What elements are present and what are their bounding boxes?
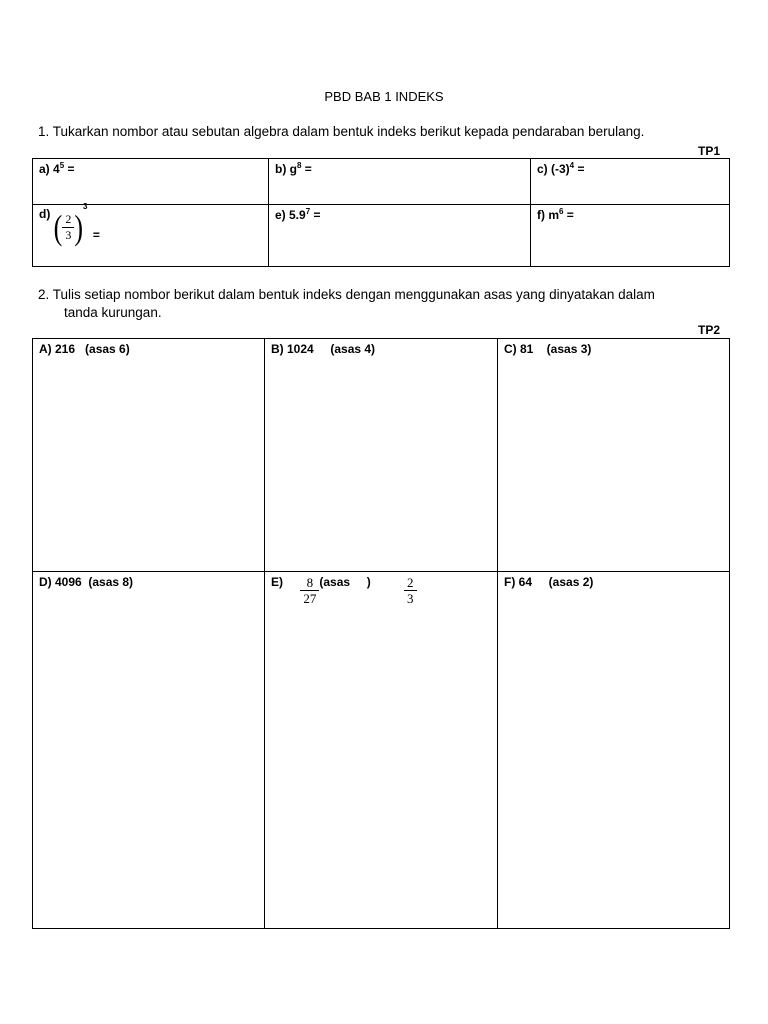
q1-cell-b[interactable] — [269, 159, 531, 205]
q2-e-base-fraction — [404, 575, 417, 606]
q1-c-label: c) (-3) — [537, 162, 570, 176]
q1-e-equals: = — [310, 208, 321, 222]
q1-f-label: f) m — [537, 208, 559, 222]
q1-b-label: b) g — [275, 162, 297, 176]
q2-cell-f[interactable] — [498, 572, 730, 929]
q2-cell-e[interactable] — [265, 572, 498, 929]
q1-a-label: a) 4 — [39, 162, 60, 176]
question-2-table — [32, 338, 730, 929]
question-2-text-line2: tanda kurungan. — [64, 305, 162, 320]
q1-c-equals: = — [574, 162, 585, 176]
q2-cell-b[interactable] — [265, 339, 498, 572]
q1-f-exponent: 6 — [559, 207, 564, 216]
q1-e-exponent: 7 — [305, 207, 311, 216]
q1-cell-c[interactable] — [531, 159, 730, 205]
q1-cell-d[interactable] — [33, 202, 269, 267]
q2-e-numerator: 8 — [300, 575, 319, 591]
q1-d-exponent: 3 — [83, 202, 88, 211]
q2-e-base-text: (asas ) — [319, 575, 371, 589]
q1-e-label: e) 5.9 — [275, 208, 306, 222]
question-1-text: 1. Tukarkan nombor atau sebutan algebra dalam bentuk indeks berikut kepada pendaraban berulang. — [38, 124, 645, 139]
question-1-table — [32, 158, 730, 267]
q1-d-label: d) — [39, 207, 51, 221]
q1-cell-f[interactable] — [531, 205, 730, 267]
q1-d-denominator: 3 — [65, 228, 72, 243]
question-2-text-line1: 2. Tulis setiap nombor berikut dalam bentuk indeks dengan menggunakan asas yang dinyatakan dalam — [38, 287, 655, 302]
q1-cell-e[interactable] — [269, 205, 531, 267]
right-paren: ) — [74, 207, 84, 247]
q2-e-fraction — [300, 575, 319, 606]
q2-e-label: E) — [271, 575, 283, 589]
q1-cell-a[interactable] — [33, 159, 269, 205]
q1-a-exponent: 5 — [59, 161, 65, 170]
q2-c-label: C) 81 (asas 3) — [504, 342, 592, 356]
tp2-label: TP2 — [698, 323, 721, 337]
q2-cell-a[interactable] — [33, 339, 265, 572]
q1-f-equals: = — [563, 208, 574, 222]
tp1-label: TP1 — [698, 144, 721, 158]
q2-a-label: A) 216 (asas 6) — [39, 342, 130, 356]
q1-d-equals: = — [92, 228, 100, 242]
q2-cell-d[interactable] — [33, 572, 265, 929]
q1-c-exponent: 4 — [569, 161, 575, 170]
q1-a-equals: = — [64, 162, 75, 176]
q1-b-exponent: 8 — [297, 161, 302, 170]
q1-d-fraction — [62, 212, 74, 243]
q1-d-numerator: 2 — [62, 212, 74, 228]
q2-b-label: B) 1024 (asas 4) — [271, 342, 376, 356]
q2-f-label: F) 64 (asas 2) — [504, 575, 594, 589]
q2-cell-c[interactable] — [498, 339, 730, 572]
q2-e-base-denominator: 3 — [407, 591, 414, 606]
page-title: PBD BAB 1 INDEKS — [324, 89, 444, 104]
q2-e-denominator: 27 — [303, 591, 317, 606]
q2-d-label: D) 4096 (asas 8) — [39, 575, 134, 589]
q1-b-equals: = — [301, 162, 312, 176]
q2-e-base-numerator: 2 — [404, 575, 417, 591]
left-paren: ( — [53, 207, 63, 247]
